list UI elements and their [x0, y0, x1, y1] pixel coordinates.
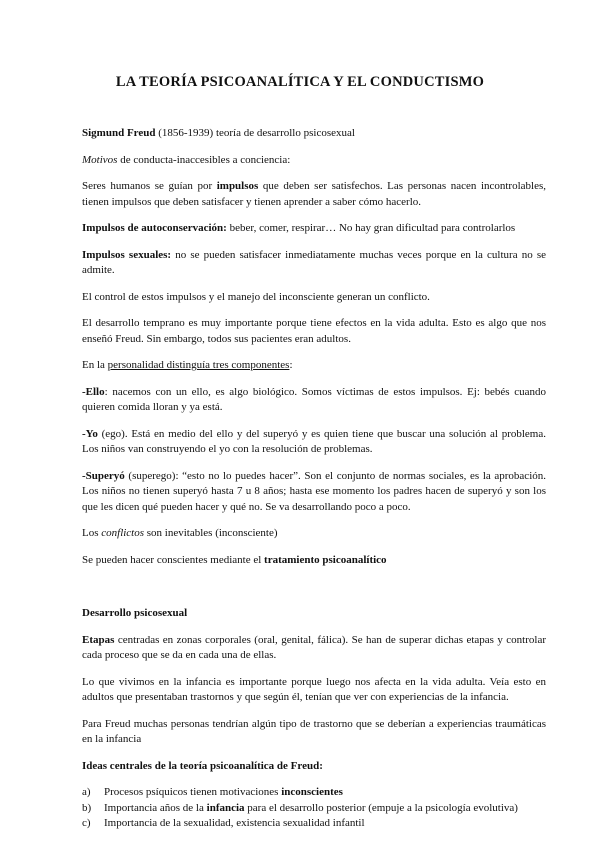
autoconservacion-paragraph: Impulsos de autoconservación: beber, comer, respirar… No hay gran dificultad para controlarlos	[82, 222, 516, 234]
document-title: LA TEORÍA PSICOANALÍTICA Y EL CONDUCTISMO	[115, 74, 485, 90]
freud-intro: Sigmund Freud (1856-1939) teoría de desarrollo psicosexual	[82, 127, 355, 139]
ello-paragraph: -Ello: nacemos con un ello, es algo biológico. Somos víctimas de estos impulsos. Ej: bebés cuando quieren comida lloran y ya está.	[82, 385, 546, 413]
desarrollo-temprano-paragraph: El desarrollo temprano es muy importante porque tiene efectos en la vida adulta. Esto es algo que nos enseñó Freud. Sin embargo, todos sus pacientes eran adultos.	[82, 317, 546, 345]
desarrollo-heading: Desarrollo psicosexual	[82, 607, 188, 619]
conflictos-paragraph: Los conflictos son inevitables (inconsciente)	[82, 527, 278, 539]
superyo-paragraph: -Superyó (superego): “esto no lo puedes hacer”. Son el conjunto de normas sociales, es la aprobación. Los niños no tienen superyó hasta 7 u 8 años; hasta ese momento los padres hacen de superyó y son los que les dicen qué pueden hacer y qué no. Se va desarrollando poco a poco.	[82, 469, 546, 513]
section-gap	[82, 579, 546, 606]
document-body	[82, 126, 546, 832]
control-paragraph: El control de estos impulsos y el manejo del inconsciente generan un conflicto.	[82, 290, 430, 303]
yo-paragraph: -Yo (ego). Está en medio del ello y del superyó y es quien tiene que buscar una solución al problema. Los niños van construyendo el yo con la resolución de problemas.	[82, 427, 546, 455]
trastorno-paragraph: Para Freud muchas personas tendrían algún tipo de trastorno que se deberían a experiencias traumáticas en la infancia	[82, 717, 546, 745]
list-item: b) Importancia años de la infancia para el desarrollo posterior (empuje a la psicología evolutiva)	[82, 801, 518, 814]
seres-paragraph: Seres humanos se guían por impulsos que deben ser satisfechos. Las personas nacen incontrolables, tienen impulsos que deben satisfacer y tienen aprender a saber cómo hacerlo.	[82, 180, 547, 208]
list-item: a) Procesos psíquicos tienen motivaciones inconscientes	[82, 786, 343, 798]
personalidad-paragraph: En la personalidad distinguía tres componentes:	[82, 359, 293, 371]
motivos-paragraph: Motivos de conducta-inaccesibles a conciencia:	[82, 153, 291, 166]
ideas-list	[82, 785, 546, 832]
list-item: c) Importancia de la sexualidad, existencia sexualidad infantil	[82, 817, 365, 829]
sexuales-paragraph: Impulsos sexuales: no se pueden satisfacer inmediatamente muchas veces porque en la cultura no se admite.	[82, 248, 546, 276]
ideas-heading: Ideas centrales de la teoría psicoanalítica de Freud:	[82, 759, 323, 772]
infancia-paragraph: Lo que vivimos en la infancia es importante porque luego nos afecta en la vida adulta. Veía esto en adultos que presentaban trastornos y que según él, tenían que ver con experiencias de la infancia.	[82, 675, 546, 703]
etapas-paragraph: Etapas centradas en zonas corporales (oral, genital, fálica). Se han de superar dichas etapas y controlar cada proceso que se da en cada una de ellas.	[82, 633, 546, 661]
freud-name: Sigmund Freud	[82, 127, 156, 139]
tratamiento-paragraph: Se pueden hacer conscientes mediante el tratamiento psicoanalítico	[82, 553, 387, 566]
